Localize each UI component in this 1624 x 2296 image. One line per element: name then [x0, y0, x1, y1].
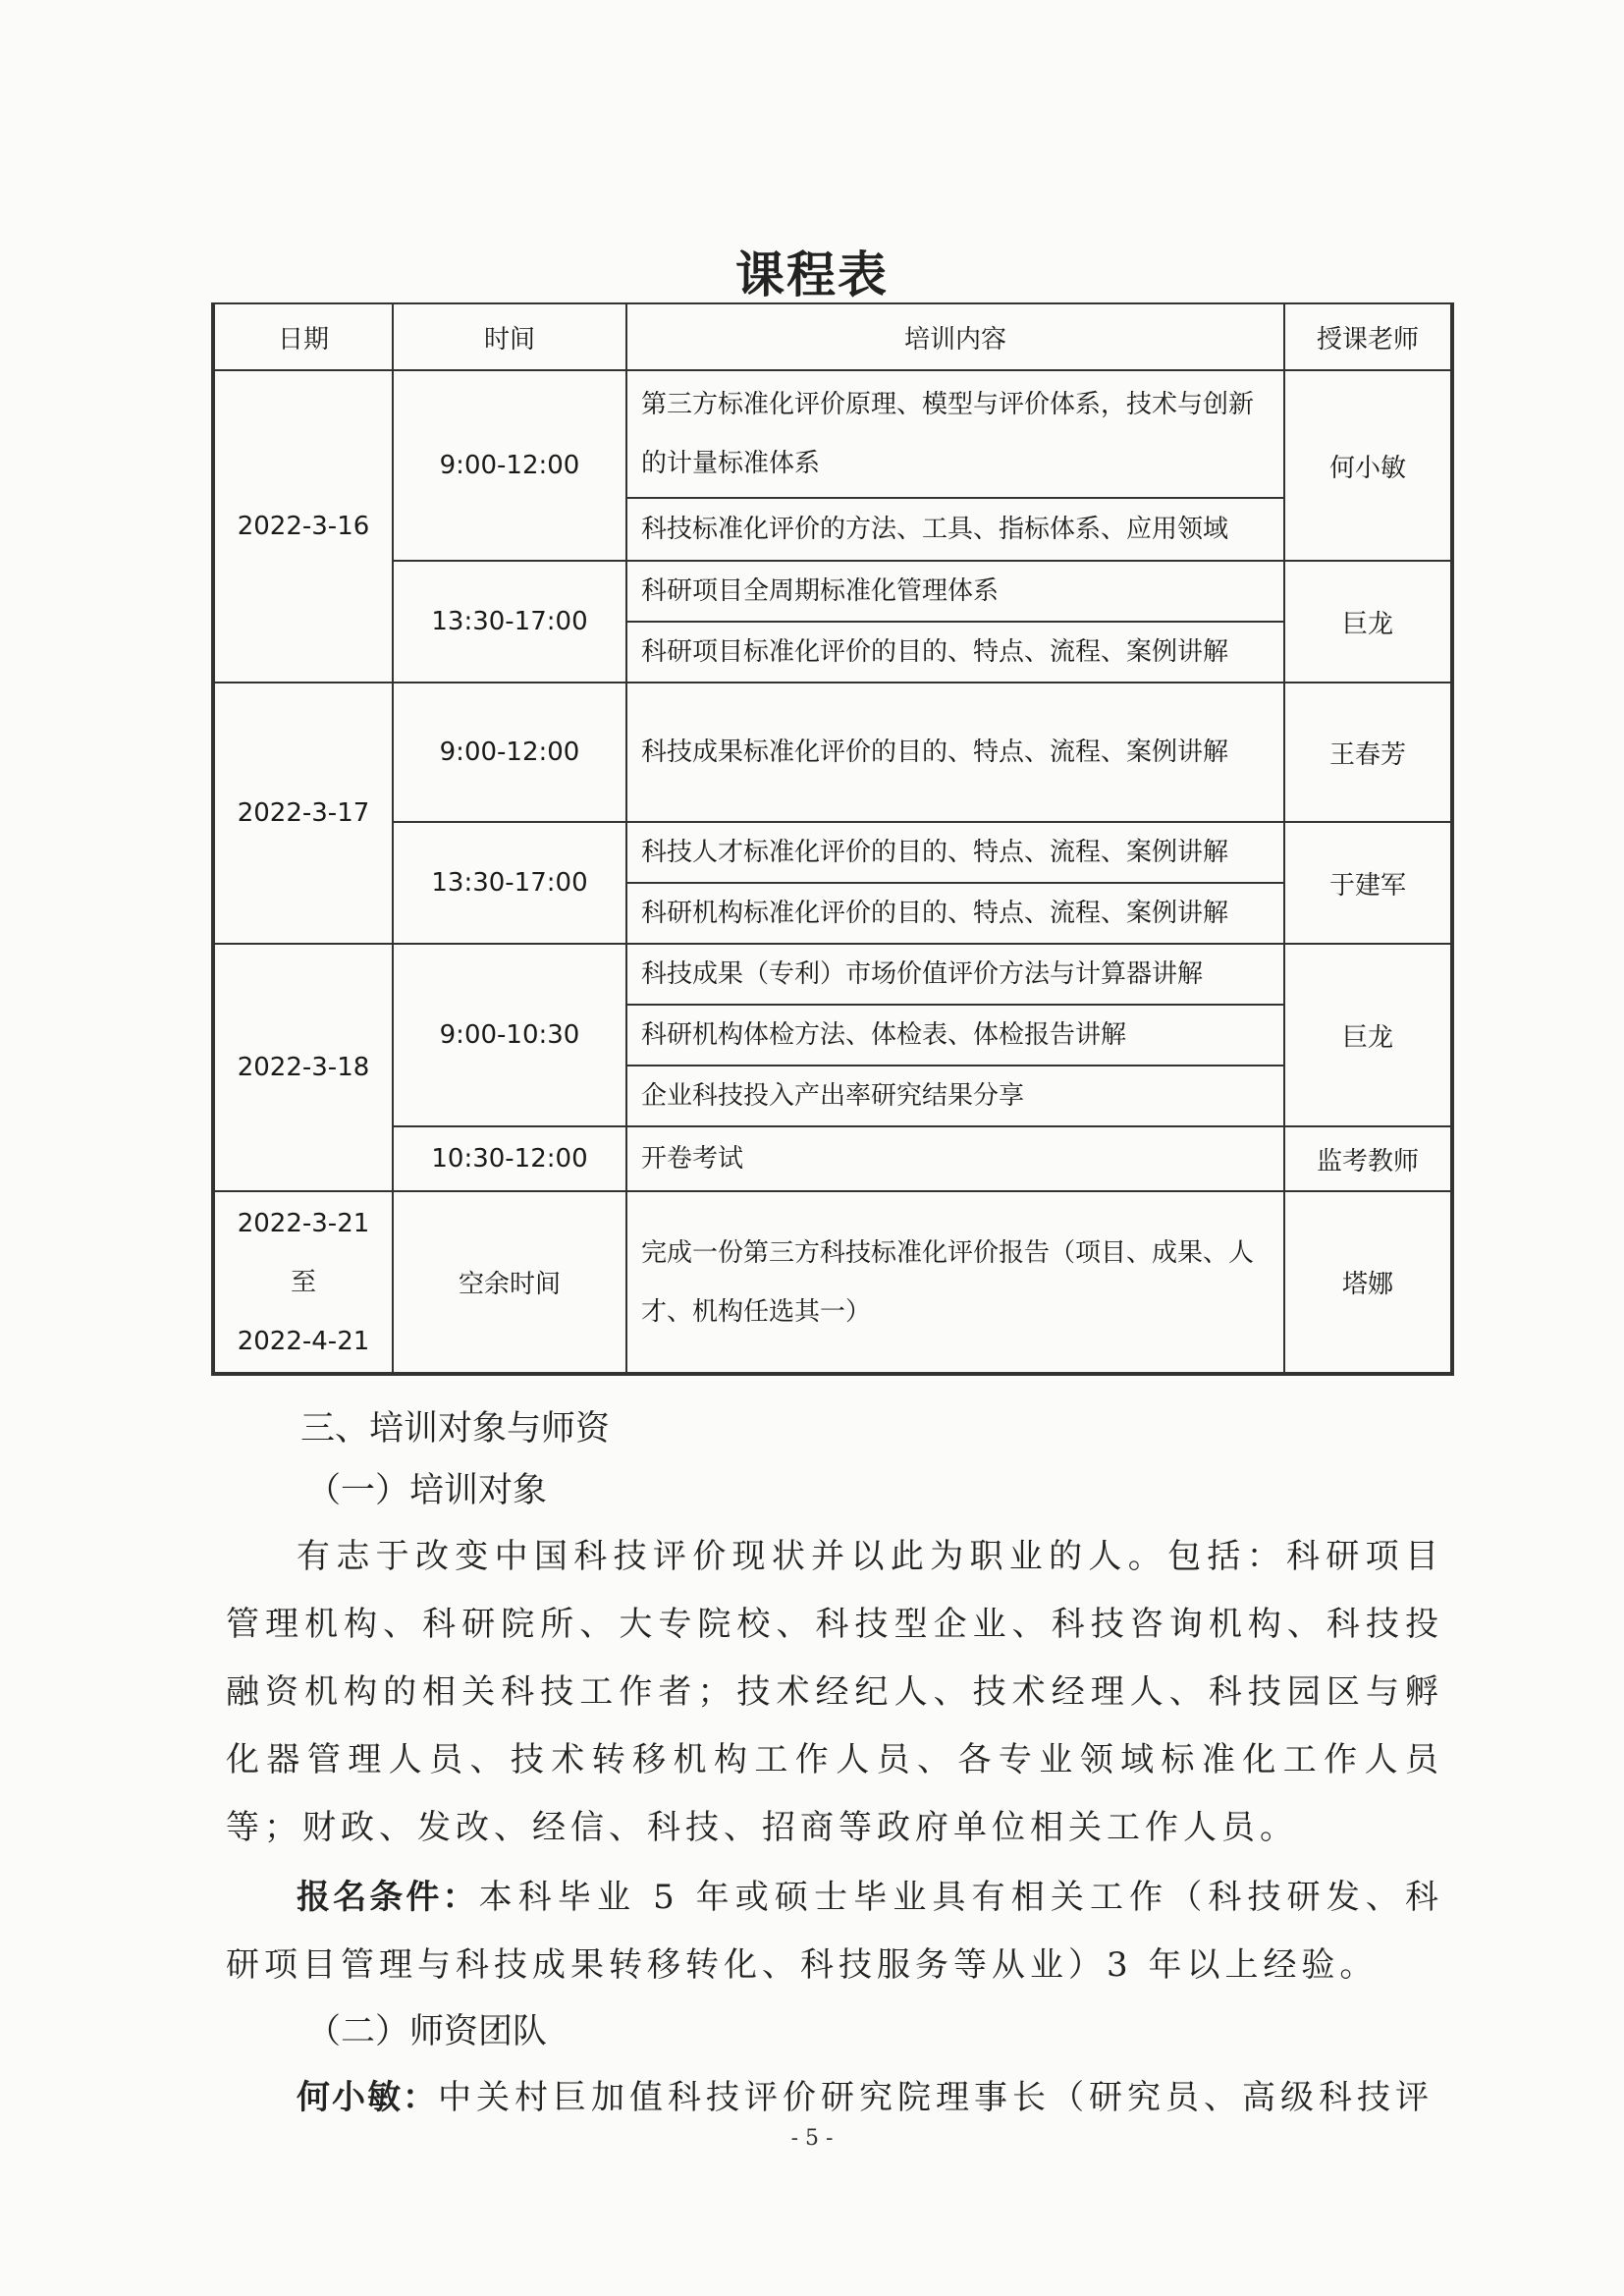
time-cell: 10:30-12:00	[393, 1126, 626, 1191]
section-3	[226, 1399, 1443, 2132]
requirements-text: 本科毕业 5 年或硕士毕业具有相关工作（科技研发、科研项目管理与科技成果转移转化、科技服务等从业）3 年以上经验。	[226, 1878, 1444, 1985]
page-title: 课程表	[735, 246, 889, 303]
date-from: 2022-3-21	[237, 1208, 370, 1238]
time-cell: 9:00-12:00	[393, 683, 626, 822]
date-separator: 至	[290, 1267, 316, 1297]
time-cell: 13:30-17:00	[393, 822, 626, 944]
course-schedule-table	[211, 302, 1454, 1376]
teacher-cell: 巨龙	[1284, 561, 1452, 683]
requirements-label: 报名条件：	[297, 1878, 479, 1917]
content-cell: 科研项目全周期标准化管理体系	[626, 561, 1284, 622]
content-cell: 科技成果标准化评价的目的、特点、流程、案例讲解	[626, 683, 1284, 822]
time-cell: 9:00-10:30	[393, 944, 626, 1126]
teacher-name-label: 何小敏：	[297, 2078, 438, 2117]
subsection-heading-trainees: （一）培训对象	[306, 1471, 548, 1510]
faculty-paragraph	[226, 2064, 1443, 2132]
table-row	[213, 944, 1452, 1005]
content-cell: 企业科技投入产出率研究结果分享	[626, 1066, 1284, 1126]
table-row	[213, 822, 1452, 883]
time-cell: 9:00-12:00	[393, 370, 626, 561]
requirements-paragraph	[226, 1864, 1443, 1999]
header-date: 日期	[213, 303, 393, 370]
table-row	[213, 1191, 1452, 1374]
teacher-cell: 王春芳	[1284, 683, 1452, 822]
content-cell: 科研项目标准化评价的目的、特点、流程、案例讲解	[626, 622, 1284, 683]
header-time: 时间	[393, 303, 626, 370]
header-teacher: 授课老师	[1284, 303, 1452, 370]
date-range-cell	[213, 1191, 393, 1374]
teacher-cell: 塔娜	[1284, 1191, 1452, 1374]
header-content: 培训内容	[626, 303, 1284, 370]
table-header-row	[213, 303, 1452, 370]
time-cell: 13:30-17:00	[393, 561, 626, 683]
content-cell: 第三方标准化评价原理、模型与评价体系，技术与创新的计量标准体系	[626, 370, 1284, 498]
content-cell: 科技成果（专利）市场价值评价方法与计算器讲解	[626, 944, 1284, 1005]
teacher-bio: 中关村巨加值科技评价研究院理事长（研究员、高级科技评	[438, 2078, 1434, 2117]
trainees-paragraph: 有志于改变中国科技评价现状并以此为职业的人。包括：科研项目管理机构、科研院所、大专院校、科技型企业、科技咨询机构、科技投融资机构的相关科技工作者；技术经纪人、技术经理人、科技园区与孵化器管理人员、技术转移机构工作人员、各专业领域标准化工作人员等；财政、发改、经信、科技、招商等政府单位相关工作人员。	[226, 1537, 1443, 1847]
teacher-cell: 监考教师	[1284, 1126, 1452, 1191]
content-cell: 完成一份第三方科技标准化评价报告（项目、成果、人才、机构任选其一）	[626, 1191, 1284, 1374]
page-number: - 5 -	[790, 2126, 834, 2151]
content-cell: 科技标准化评价的方法、工具、指标体系、应用领域	[626, 498, 1284, 561]
table-row	[213, 1126, 1452, 1191]
content-cell: 开卷考试	[626, 1126, 1284, 1191]
table-row	[213, 683, 1452, 822]
teacher-cell: 巨龙	[1284, 944, 1452, 1126]
date-to: 2022-4-21	[237, 1326, 370, 1356]
content-cell: 科技人才标准化评价的目的、特点、流程、案例讲解	[626, 822, 1284, 883]
table-row	[213, 561, 1452, 622]
content-cell: 科研机构标准化评价的目的、特点、流程、案例讲解	[626, 883, 1284, 944]
table-row	[213, 370, 1452, 498]
subsection-heading-faculty: （二）师资团队	[306, 2012, 548, 2051]
date-cell: 2022-3-16	[213, 370, 393, 683]
section-heading: 三、培训对象与师资	[300, 1409, 611, 1449]
date-cell: 2022-3-18	[213, 944, 393, 1191]
time-cell: 空余时间	[393, 1191, 626, 1374]
teacher-cell: 何小敏	[1284, 370, 1452, 561]
date-cell: 2022-3-17	[213, 683, 393, 944]
teacher-cell: 于建军	[1284, 822, 1452, 944]
content-cell: 科研机构体检方法、体检表、体检报告讲解	[626, 1005, 1284, 1066]
